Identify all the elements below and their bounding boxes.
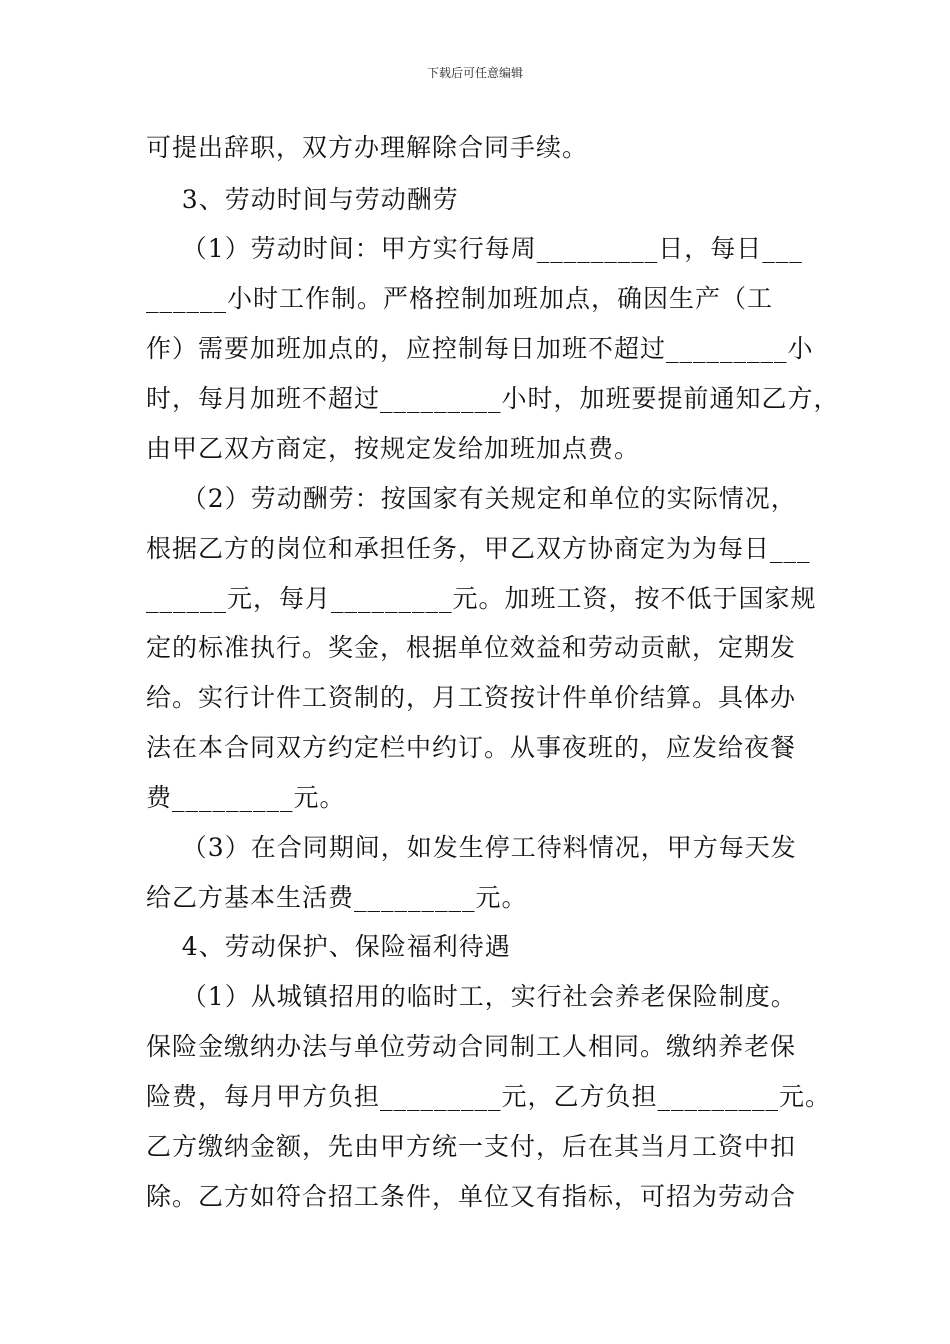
body-line: 作）需要加班加点的，应控制每日加班不超过_________小 bbox=[146, 334, 814, 363]
body-line: 时，每月加班不超过_________小时，加班要提前通知乙方， bbox=[146, 384, 840, 413]
body-line: 可提出辞职，双方办理解除合同手续。 bbox=[146, 133, 589, 162]
body-line: 定的标准执行。奖金，根据单位效益和劳动贡献，定期发 bbox=[146, 633, 797, 662]
body-line: 保险金缴纳办法与单位劳动合同制工人相同。缴纳养老保 bbox=[146, 1032, 797, 1061]
body-line: （1）从城镇招用的临时工，实行社会养老保险制度。 bbox=[146, 982, 797, 1011]
page-header: 下载后可任意编辑 bbox=[426, 66, 523, 80]
body-line: 根据乙方的岗位和承担任务，甲乙双方协商定为为每日___ bbox=[146, 534, 811, 563]
body-line: ______元，每月_________元。加班工资，按不低于国家规 bbox=[146, 584, 817, 613]
body-line: （1）劳动时间：甲方实行每周_________日，每日___ bbox=[146, 234, 803, 263]
body-line: 乙方缴纳金额，先由甲方统一支付，后在其当月工资中扣 bbox=[146, 1132, 797, 1161]
body-line: 险费，每月甲方负担_________元，乙方负担_________元。 bbox=[146, 1082, 832, 1111]
body-line: （2）劳动酬劳：按国家有关规定和单位的实际情况， bbox=[146, 484, 797, 513]
body-line: 费_________元。 bbox=[146, 783, 346, 812]
body-line: 由甲乙双方商定，按规定发给加班加点费。 bbox=[146, 434, 641, 463]
body-line: 除。乙方如符合招工条件，单位又有指标，可招为劳动合 bbox=[146, 1182, 797, 1211]
body-line: ______小时工作制。严格控制加班加点，确因生产（工 bbox=[146, 284, 774, 313]
body-line: 给。实行计件工资制的，月工资按计件单价结算。具体办 bbox=[146, 683, 797, 712]
section-heading: 3、劳动时间与劳动酬劳 bbox=[146, 185, 459, 214]
body-line: 给乙方基本生活费_________元。 bbox=[146, 883, 528, 912]
body-line: 法在本合同双方约定栏中约订。从事夜班的，应发给夜餐 bbox=[146, 733, 797, 762]
body-line: （3）在合同期间，如发生停工待料情况，甲方每天发 bbox=[146, 833, 797, 862]
section-heading: 4、劳动保护、保险福利待遇 bbox=[146, 932, 511, 961]
